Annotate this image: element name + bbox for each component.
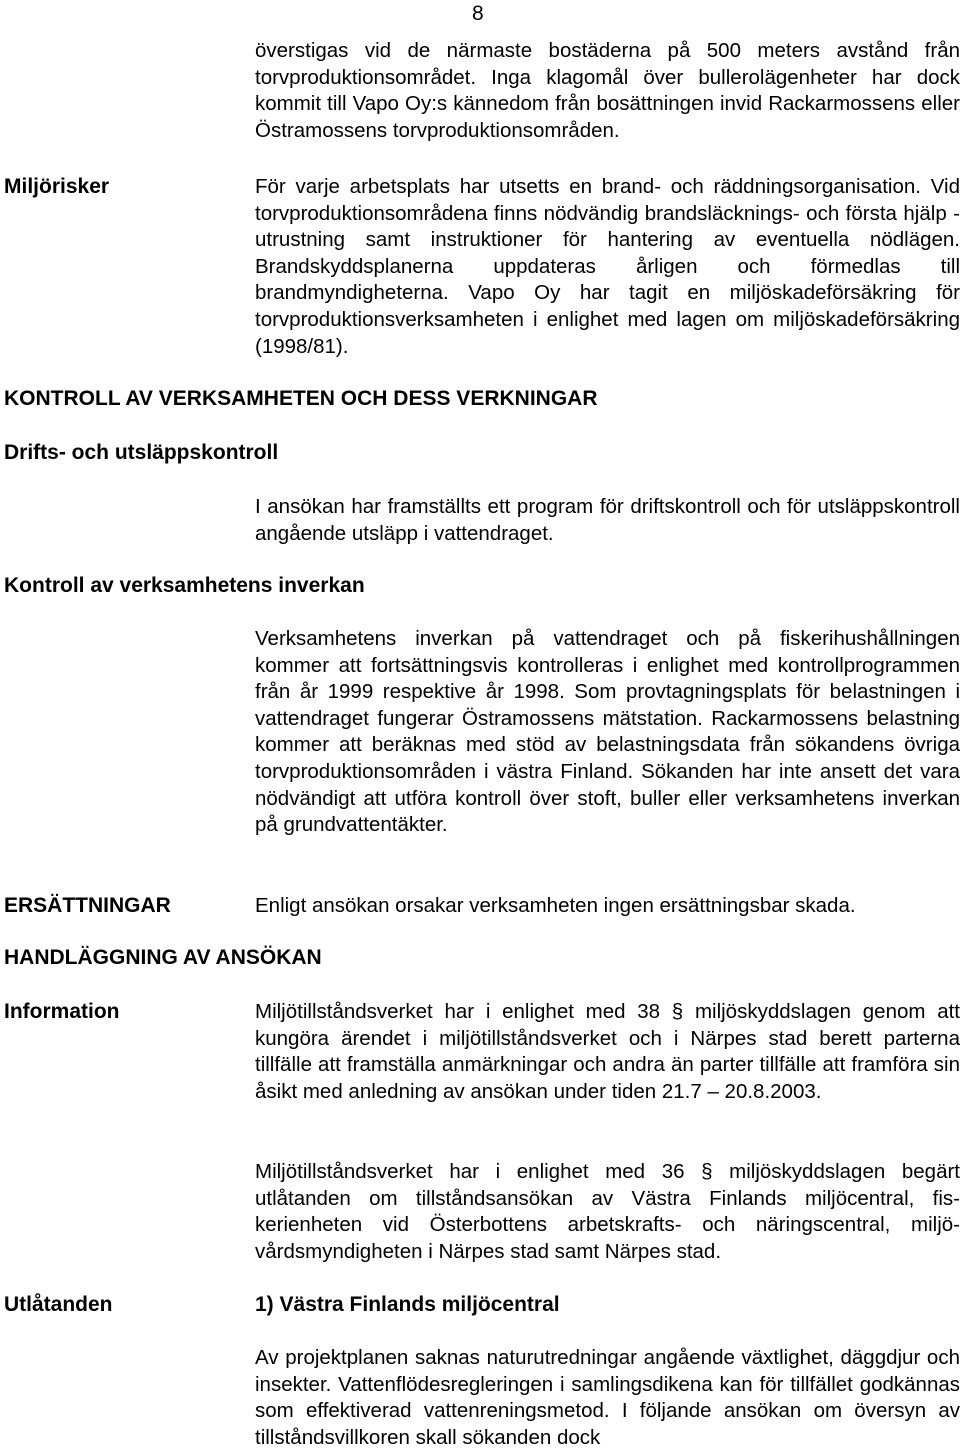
information-paragraph: Miljötillståndsverket har i enlighet med 38 § miljöskyddslagen genom att kungöra ärendet i miljötillståndsverket och i Närpes stad berett parterna tillfälle att framställa anmärkningar och andra än parter tillfälle att framföra sin åsikt med anledning av ansökan under tiden 21.7 – 20.8.2003.	[255, 1000, 960, 1103]
drift-paragraph: I ansökan har framställts ett program för driftskontroll och för utsläppskontroll angående utsläpp i vattendraget.	[255, 495, 960, 545]
section-label-ersattningar: ERSÄTTNINGAR	[4, 894, 171, 917]
heading-kontroll-inverkan: Kontroll av verksamhetens inverkan	[4, 574, 365, 597]
ersattningar-paragraph: Enligt ansökan orsakar verksamheten ingen ersättningsbar skada.	[255, 894, 856, 917]
section-label-miljorisker: Miljörisker	[4, 175, 110, 198]
utlatanden-request-paragraph: Miljötillståndsverket har i enlighet med 36 § miljöskyddslagen begärt utlåtanden om tillståndsansökan av Västra Finlands miljöcentral, fiskerienheten vid Österbottens arbetskrafts- och näringscentral, miljövårdsmyndigheten i Närpes stad samt Närpes stad.	[255, 1160, 960, 1263]
miljocentral-paragraph: Av projektplanen saknas naturutredningar angående växtlighet, däggdjur och insekter. Vattenflödesregleringen i samlingsdikena kan för tillfället godkännas som effektiverad vattenreningsmetod. I följande ansökan om översyn av tillståndsvillkoren skall sökanden dock	[255, 1346, 960, 1449]
heading-handlaggning: HANDLÄGGNING AV ANSÖKAN	[4, 946, 322, 969]
subheading-vastra-finlands-miljocentral: 1) Västra Finlands miljöcentral	[255, 1293, 560, 1316]
section-label-information: Information	[4, 1000, 120, 1023]
page-number: 8	[472, 2, 484, 25]
intro-paragraph: överstigas vid de närmaste bostäderna på 500 meters avstånd från torvproduktionsområdet. Inga klagomål över bullerolägenheter har dock kommit till Vapo Oy:s kännedom från bosättningen invid Rackarmossens eller Östramossens torvproduktionsområden.	[255, 39, 960, 142]
miljorisker-paragraph: För varje arbetsplats har utsetts en brand- och räddningsorganisation. Vid torvproduktionsområdena finns nödvändig brandsläcknings- och första hjälp -utrustning samt instruktioner för hantering av eventuella nödlägen. Brandskyddsplanerna uppdateras årligen och förmedlas till brandmyndigheterna. Vapo Oy har tagit en miljöskadeförsäkring för torvproduktionsverksamheten i enlighet med lagen om miljöskadeförsäkring (1998/81).	[255, 175, 960, 358]
heading-drifts-utslappskontroll: Drifts- och utsläppskontroll	[4, 441, 279, 464]
heading-kontroll: KONTROLL AV VERKSAMHETEN OCH DESS VERKNINGAR	[4, 387, 598, 410]
section-label-utlatanden: Utlåtanden	[4, 1293, 113, 1316]
inverkan-paragraph: Verksamhetens inverkan på vattendraget och på fiskerihushållningen kommer att fortsättningsvis kontrolleras i enlighet med kontrollprogrammen från år 1999 respektive år 1998. Som provtagningsplats för belastningen i vattendraget fungerar Östramossens mätstation. Rackarmossens belastning kommer att beräknas med stöd av belastningsdata från sökandens övriga torvproduktionsområden i västra Finland. Sökanden har inte ansett det vara nödvändigt att utföra kontroll över stoft, buller eller verksamhetens inverkan på grundvattentäkter.	[255, 627, 960, 837]
